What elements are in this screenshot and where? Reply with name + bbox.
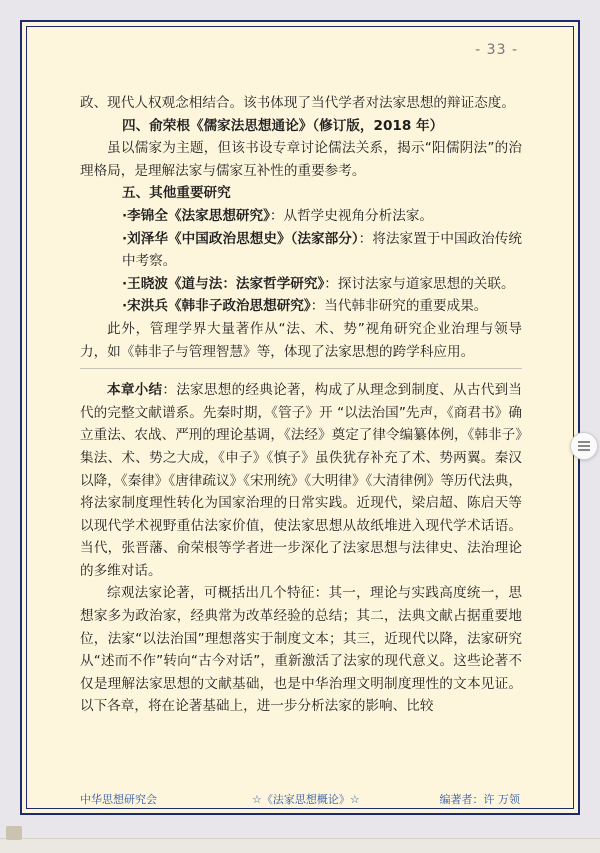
list-item-text: ：将法家置于中国政治传统中考察。 [122, 230, 522, 270]
menu-lines-icon[interactable] [570, 432, 598, 460]
list-item-text: ：从哲学史视角分析法家。 [269, 207, 434, 224]
chapter-summary [80, 379, 522, 582]
page-number: - 33 - [475, 42, 518, 58]
list-item-title: ·宋洪兵《韩非子政治思想研究》 [122, 298, 311, 315]
section-heading-5: 五、其他重要研究 [122, 185, 231, 202]
paragraph: 此外，管理学界大量著作从“法、术、势”视角研究企业治理与领导力，如《韩非子与管理智慧》等，体现了法家思想的跨学科应用。 [80, 320, 522, 360]
footer-organization: 中华思想研究会 [80, 793, 157, 806]
footer-book-title: ☆《法家思想概论》☆ [252, 793, 360, 806]
list-item-text: ：当代韩非研究的重要成果。 [310, 298, 488, 315]
paragraph: 政、现代人权观念相结合。该书体现了当代学者对法家思想的辩证态度。 [80, 95, 515, 111]
paragraph: 综观法家论著，可概括出几个特征：其一，理论与实践高度统一，思想家多为政治家，经典常为改革经验的总结；其二，法典文献占据重要地位，法家“以法治国”理想落实于制度文本；其三，近现代以降，法家研究从“述而不作”转向“古今对话”，重新激活了法家的现代意义。这些论著不仅是理解法家思想的文献基础，也是中华治理文明制度理性的文本见证。以下各章，将在论著基础上，进一步分析法家的影响、比较 [80, 585, 522, 715]
section-divider [80, 368, 522, 369]
list-item [80, 205, 522, 228]
section-heading-4: 四、俞荣根《儒家法思想通论》（修订版，2018 年） [122, 117, 444, 134]
thumbnail-icon[interactable] [6, 826, 22, 840]
viewer-bottom-bar [0, 838, 600, 853]
list-item-title: ·刘泽华《中国政治思想史》（法家部分） [122, 230, 359, 247]
list-item [80, 273, 522, 296]
list-item-text: ：探讨法家与道家思想的关联。 [324, 275, 515, 292]
list-item-title: ·王晓波《道与法：法家哲学研究》 [122, 275, 325, 292]
list-item [80, 228, 522, 273]
list-item-title: ·李锦全《法家思想研究》 [122, 207, 270, 224]
page-content [80, 92, 522, 718]
paragraph: 虽以儒家为主题，但该书设专章讨论儒法关系，揭示“阳儒阴法”的治理格局，是理解法家与儒家互补性的重要参考。 [80, 140, 522, 179]
summary-label: 本章小结 [107, 382, 163, 399]
summary-text: ：法家思想的经典论著，构成了从理念到制度、从古代到当代的完整文献谱系。先秦时期，《管子》开 “以法治国”先声，《商君书》确立重法、农战、严刑的理论基调，《法经》奠定了律令编纂体例，《韩非子》集法、术、势之大成，《申子》《慎子》虽佚犹存补充了术、势两翼。秦汉以降，《秦律》《唐律疏议》《宋刑统》《大明律》《大清律例》等历代法典，将法家制度理性转化为国家治理的日常实践。近现代，梁启超、陈启天等以现代学术视野重估法家价值，使法家思想从故纸堆进入现代学术话语。当代，张晋藩、俞荣根等学者进一步深化了法家思想与法律史、法治理论的多维对话。 [80, 382, 523, 579]
footer-author: 编著者：许 万领 [439, 793, 520, 806]
list-item [80, 295, 522, 318]
